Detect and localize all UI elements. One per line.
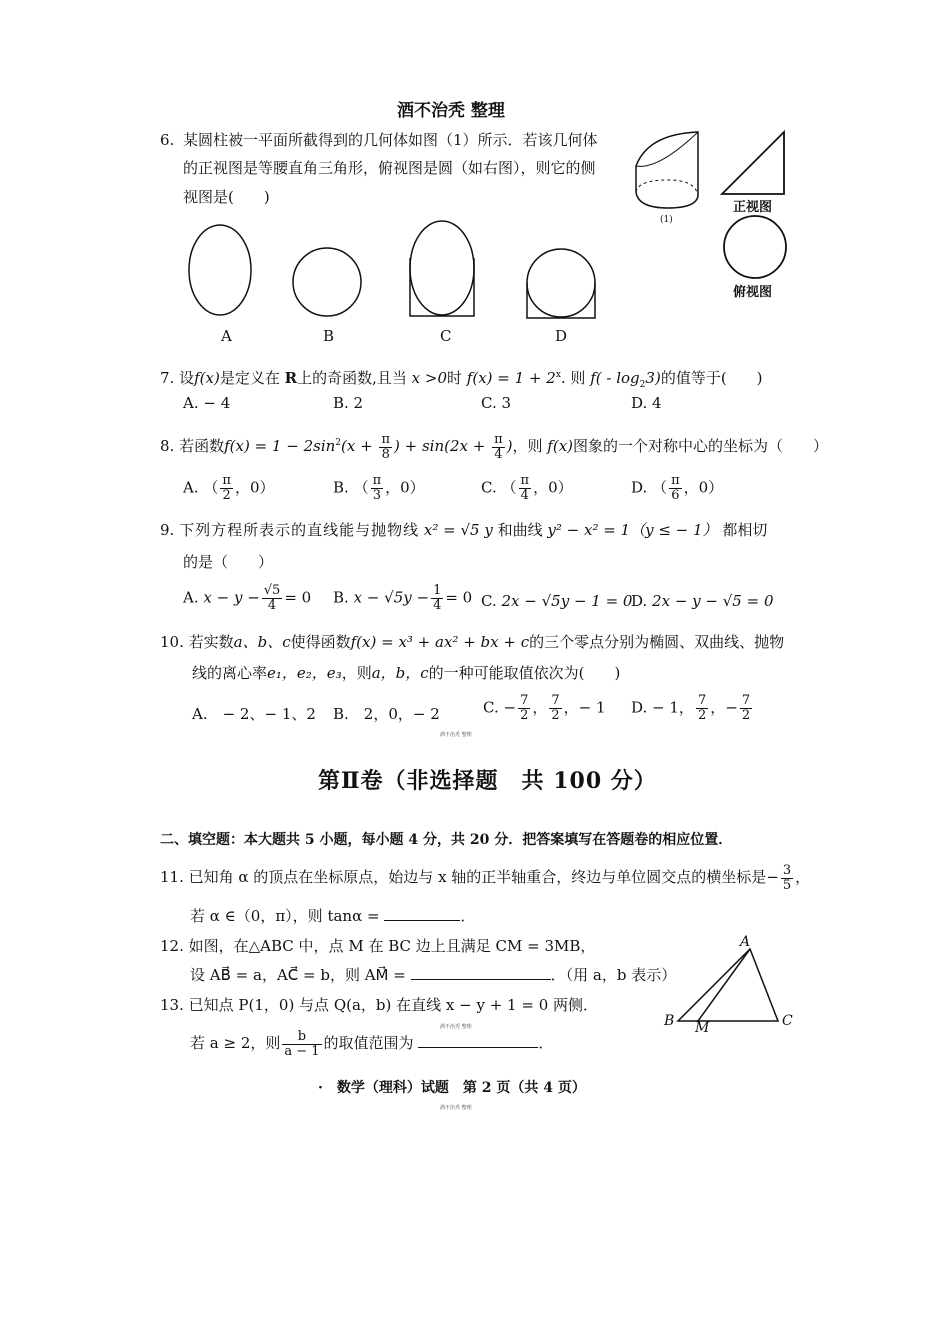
q7-cond: x >0: [411, 369, 447, 387]
q10-option-d-comma: ，: [710, 698, 726, 717]
q10-option-d-frac1-den: 2: [697, 708, 707, 723]
option-a-ellipse: [185, 220, 255, 320]
q9-text-c: 都相切: [722, 521, 768, 539]
q7-R: R: [284, 369, 298, 387]
q13-text-2b: 的取值范围为: [323, 1034, 414, 1052]
q6-line-2: 的正视图是等腰直角三角形，俯视图是圆（如右图），则它的侧: [183, 159, 596, 177]
q11-line-1: [160, 862, 810, 893]
q8-option-d-label: D.: [631, 478, 648, 497]
q7-option-b: B. 2: [333, 394, 364, 412]
q9-option-c: [481, 592, 632, 610]
q9-option-b: [333, 584, 472, 613]
q9-option-b-expr: x − √5y −: [353, 588, 430, 607]
q9-option-a-num: √5: [263, 583, 281, 598]
q8-expr-c: ) + sin(2x +: [394, 437, 486, 455]
q9-option-a-label: A.: [183, 588, 199, 607]
q12-text-2a: 设 AB⃗ = a，AC⃗ = b，则 AM⃗ =: [190, 966, 406, 984]
q11-den: 5: [782, 877, 792, 893]
option-d-label: D: [555, 327, 568, 345]
q8-option-d-den: 6: [671, 488, 680, 503]
q10-option-d-frac1: [696, 694, 708, 723]
q9-option-b-label: B.: [333, 588, 349, 607]
page-footer: · 数学（理科）试题 第 2 页（共 4 页）: [318, 1080, 586, 1096]
section-title: 第Ⅱ卷（非选择题 共 100 分）: [318, 768, 657, 794]
triangle-abc-figure: [660, 935, 800, 1035]
cylinder-base-back: [636, 180, 698, 196]
q8-option-c-num: π: [520, 473, 530, 488]
q10-option-d-frac2-den: 2: [741, 708, 751, 723]
q6-number: 6.: [160, 131, 175, 149]
q13-answer-blank[interactable]: [418, 1033, 538, 1048]
q8-frac-pi-8: [379, 433, 392, 462]
q7-option-d: D. 4: [631, 394, 662, 412]
q8-fx: f(x): [547, 437, 574, 455]
q8-option-c-label: C.: [481, 478, 497, 497]
q10-abc: a、b、c: [233, 633, 291, 651]
q6-line-3: 视图是( ): [183, 188, 270, 206]
q9-text-a: 下列方程所表示的直线能与抛物线: [179, 521, 420, 539]
q8-number: 8.: [160, 437, 175, 455]
option-a-label: A: [221, 327, 232, 345]
page-header: 酒不治秃 整理: [397, 101, 505, 121]
q9-line-2: 的是（ ）: [183, 553, 274, 571]
point-b-label: B: [664, 1013, 675, 1029]
q8-text-c: 图象的一个对称中心的坐标为（ ）: [573, 437, 829, 455]
q9-option-d-expr: 2x − y − √5 = 0: [652, 592, 774, 610]
q11-answer-blank[interactable]: [384, 906, 460, 921]
q10-option-c-minus: −: [503, 698, 517, 717]
q8-frac-pi-4-num: π: [494, 431, 503, 447]
q10-option-a: A. − 2、− 1、2: [192, 705, 316, 723]
q10-option-d-label: D.: [631, 698, 648, 717]
q10-func: f(x) = x³ + ax² + bx + c: [350, 633, 530, 651]
q9-option-d-label: D.: [631, 592, 648, 610]
q7-text-f: 的值等于( ): [660, 369, 763, 387]
q8-option-c-den: 4: [520, 488, 529, 503]
q10-option-c-label: C.: [483, 698, 499, 717]
q9-number: 9.: [160, 521, 175, 539]
q13-num: b: [282, 1030, 321, 1045]
q8-line-1: [160, 428, 828, 462]
q12-text-2b: ．（用 a，b 表示）: [550, 966, 677, 984]
q7-text-d: 时: [447, 369, 463, 387]
q10-option-d-minus: −: [725, 698, 738, 717]
q10-line-1: [160, 632, 784, 652]
q9-parabola: x² = √5 y: [423, 521, 493, 539]
q9-option-a-frac: [262, 584, 283, 613]
q13-text-1: 已知点 P(1，0) 与点 Q(a，b) 在直线 x − y + 1 = 0 两侧．: [188, 996, 599, 1014]
front-view-triangle: [718, 128, 788, 198]
q9-text-b: 和曲线: [497, 521, 543, 539]
q13-frac: [282, 1030, 321, 1059]
q7-text-e: . 则: [560, 369, 586, 387]
q10-option-d-frac2: [740, 694, 752, 723]
option-b-circle: [290, 245, 364, 319]
q10-text-c: 的三个零点分别为椭圆、双曲线、抛物: [529, 633, 785, 651]
option-d-circle-in-rect: [523, 246, 599, 322]
q7-option-c: C. 3: [481, 394, 512, 412]
q9-curve: y² − x² = 1（y ≤ − 1）: [547, 521, 718, 539]
q10-number: 10.: [160, 633, 184, 651]
q10-option-c: [483, 694, 606, 723]
q11-line2-text: 若 α ∈（0，π），则 tanα =: [190, 907, 380, 925]
q10-option-c-frac1-den: 2: [520, 708, 529, 723]
top-view-circle: [720, 212, 790, 282]
q13-text-2a: 若 a ≥ 2，则: [190, 1034, 281, 1052]
q12-number: 12.: [160, 937, 184, 955]
q7-option-a: A. − 4: [183, 394, 231, 412]
segment-am: [698, 949, 750, 1021]
q11-text-a: 已知角 α 的顶点在坐标原点，始边与 x 轴的正半轴重合，终边与单位圆交点的横坐标是: [188, 868, 767, 886]
q7-sub: 2: [639, 380, 646, 390]
q12-text-1: 如图，在△ABC 中，点 M 在 BC 边上且满足 CM = 3MB，: [188, 937, 596, 955]
q8-option-b-den: 3: [372, 488, 381, 503]
point-c-label: C: [782, 1013, 793, 1029]
q10-option-d-neg1: − 1，: [652, 698, 694, 717]
q8-option-b-lp: （: [353, 478, 369, 497]
q12-answer-blank[interactable]: [411, 965, 551, 980]
fig1-label: (1): [660, 215, 673, 225]
q8-option-c-lp: （: [501, 478, 517, 497]
option-c-ellipse-in-rect: [405, 218, 479, 322]
q11-num: 3: [782, 862, 792, 878]
q11-line-2: [190, 906, 475, 926]
q8-option-c: [481, 474, 573, 503]
q9-option-a-eq: = 0: [284, 588, 312, 607]
q8-option-c-frac: [519, 474, 532, 503]
q8-option-a-lp: （: [203, 478, 219, 497]
fill-in-header: 二、填空题：本大题共 5 小题，每小题 4 分，共 20 分．把答案填写在答题卷的相应位置．: [160, 832, 733, 848]
q10-text-b: 使得函数: [290, 633, 351, 651]
q6-line-1: 某圆柱被一平面所截得到的几何体如图（1）所示．若该几何体: [183, 131, 598, 149]
q8-option-b-label: B.: [333, 478, 349, 497]
q9-option-c-label: C.: [481, 592, 497, 610]
q8-option-b-num: π: [372, 473, 382, 488]
q8-option-d-frac: [669, 474, 682, 503]
cylinder-figure: [628, 128, 718, 220]
q8-option-a-frac: [220, 474, 233, 503]
q8-option-a-num: π: [222, 473, 231, 488]
point-m-label: M: [695, 1020, 710, 1036]
watermark-small-2: 酒不治秃 整理: [440, 1024, 472, 1030]
q7-text-a: 设: [179, 369, 195, 387]
q8-text-b: ，则: [512, 437, 543, 455]
q8-option-a-rp: ，0）: [234, 478, 275, 497]
q8-frac-pi-4: [492, 433, 505, 462]
q10-option-d-frac2-num: 7: [741, 693, 751, 708]
q7-text-b: 是定义在: [219, 369, 280, 387]
q7-exp: x: [555, 370, 561, 380]
q9-option-a-den: 4: [267, 598, 277, 613]
q10-abc2: a，b，c: [371, 664, 429, 682]
triangle-abc: [678, 949, 778, 1021]
q10-option-d-frac1-num: 7: [697, 693, 707, 708]
q8-frac-pi-8-num: π: [381, 431, 390, 447]
q11-number: 11.: [160, 868, 184, 886]
q10-text-d: 线的离心率: [192, 664, 268, 682]
q11-tail: ，: [795, 868, 811, 886]
top-view-label: 俯视图: [733, 285, 773, 300]
q10-text-e: ，则: [341, 664, 372, 682]
q10-option-d: [631, 694, 754, 723]
q12-line-1: [160, 936, 595, 956]
q13-text-2c: ．: [538, 1034, 554, 1052]
q11-line2-end: ．: [460, 907, 476, 925]
q13-line-1: [160, 995, 598, 1015]
q8-sq: 2: [335, 438, 342, 448]
q7-target: f( - log: [590, 369, 640, 387]
q10-option-c-frac2-den: 2: [551, 708, 560, 723]
front-view-label: 正视图: [733, 200, 773, 215]
q8-expr-a: f(x) = 1 − 2sin: [224, 437, 336, 455]
q10-option-c-neg1: − 1: [578, 698, 606, 717]
q11-neg: −: [766, 868, 779, 886]
cylinder-base-front: [636, 192, 698, 208]
option-b-label: B: [323, 327, 335, 345]
q8-option-d: [631, 474, 723, 503]
q10-text-f: 的一种可能取值依次为( ): [428, 664, 621, 682]
q9-option-d: [631, 592, 773, 610]
q7-target-end: 3): [645, 369, 661, 387]
q8-expr-b: (x +: [341, 437, 373, 455]
q10-option-c-comma1: ，: [532, 698, 548, 717]
q8-option-a-label: A.: [183, 478, 199, 497]
q10-option-b: B. 2，0，− 2: [333, 705, 440, 723]
q13-line-2: [190, 1028, 553, 1059]
q8-option-d-rp: ，0）: [683, 478, 724, 497]
q9-option-b-frac: [431, 584, 443, 613]
q9-option-b-den: 4: [433, 598, 442, 613]
q8-frac-pi-8-den: 8: [381, 446, 390, 462]
q7-text-c: 上的奇函数,且当: [297, 369, 407, 387]
q10-option-c-frac2: [549, 694, 561, 723]
q7-fx2: f(x) = 1 + 2: [466, 369, 556, 387]
q13-den: a − 1: [284, 1043, 320, 1059]
q11-frac: [781, 864, 793, 893]
q8-option-d-num: π: [671, 473, 680, 488]
q8-option-a: [183, 474, 275, 503]
q9-option-b-eq: = 0: [445, 588, 473, 607]
q8-expr-d: ): [506, 437, 513, 455]
q8-frac-pi-4-den: 4: [494, 446, 503, 462]
watermark-small-1: 酒不治秃 整理: [440, 732, 472, 738]
q9-line-1: [160, 520, 767, 540]
q10-text-a: 若实数: [188, 633, 234, 651]
q9-option-b-num: 1: [433, 583, 442, 598]
q10-option-c-frac2-num: 7: [551, 693, 560, 708]
q7-line-1: [160, 365, 763, 395]
q8-option-a-den: 2: [222, 488, 231, 503]
q10-option-c-frac1-num: 7: [520, 693, 529, 708]
point-a-label: A: [740, 934, 751, 950]
q8-text-a: 若函数: [179, 437, 225, 455]
q9-option-a-expr: x − y −: [203, 588, 260, 607]
q10-option-c-frac1: [518, 694, 530, 723]
q10-line-2: [192, 663, 620, 683]
q12-line-2: [190, 965, 676, 985]
q10-ecc: e₁，e₂，e₃: [267, 664, 342, 682]
q9-option-a: [183, 584, 311, 613]
q7-fx: f(x): [194, 369, 220, 387]
q10-option-c-comma2: ，: [563, 698, 579, 717]
q8-option-c-rp: ，0）: [533, 478, 573, 497]
q7-number: 7.: [160, 369, 175, 387]
q8-option-d-lp: （: [652, 478, 668, 497]
q8-option-b: [333, 474, 425, 503]
q8-option-b-frac: [371, 474, 384, 503]
option-c-label: C: [440, 327, 452, 345]
q8-option-b-rp: ，0）: [385, 478, 425, 497]
cylinder-cut-edge: [636, 132, 698, 196]
footer-watermark: 酒不治秃 整理: [440, 1105, 472, 1111]
q9-option-c-expr: 2x − √5y − 1 = 0: [501, 592, 633, 610]
q13-number: 13.: [160, 996, 184, 1014]
